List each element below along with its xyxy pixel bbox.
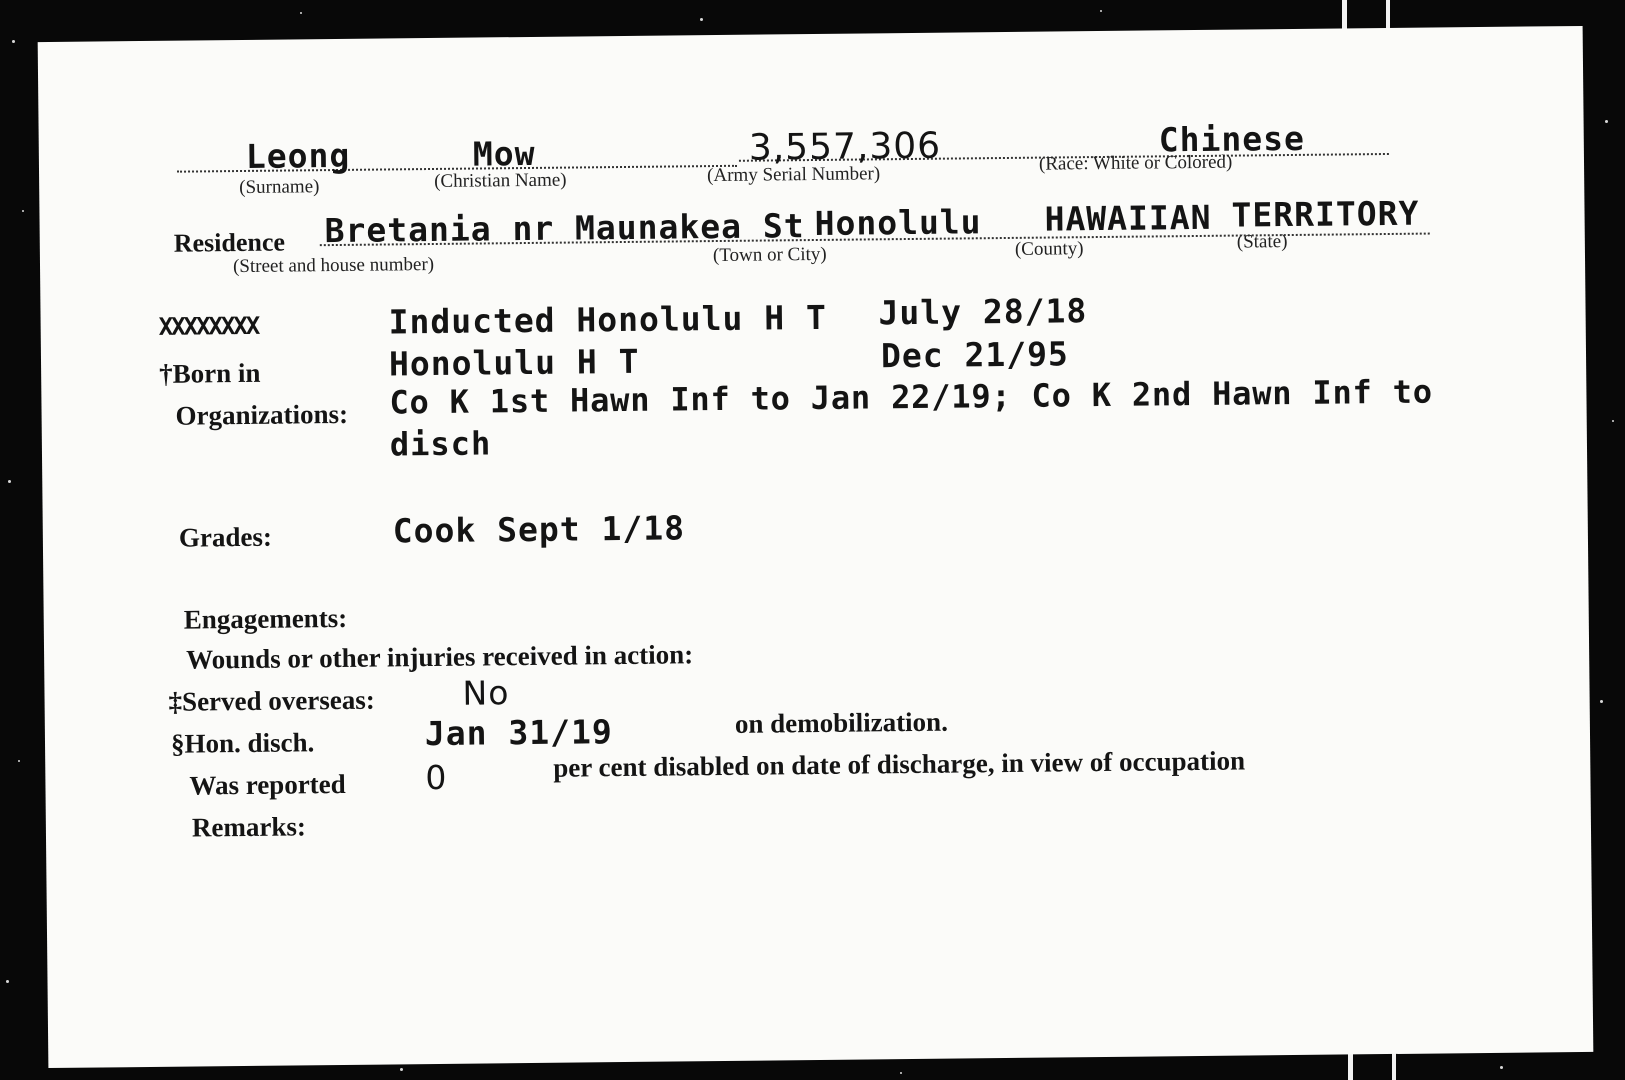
film-speck [18, 760, 20, 762]
served-overseas-label: ‡Served overseas: [168, 684, 375, 717]
inducted-value: Inducted Honolulu H T [388, 297, 828, 342]
grades-label: Grades: [178, 521, 273, 553]
town-caption: (Town or City) [712, 243, 827, 267]
residence-street-value: Bretania nr Maunakea St [324, 206, 805, 251]
wounds-label: Wounds or other injuries received in action: [185, 639, 694, 675]
race-caption: (Race: White or Colored) [1038, 151, 1233, 175]
organizations-line-1: Co K 1st Hawn Inf to Jan 22/19; Co K 2nd Hawn Inf to [389, 372, 1434, 422]
film-speck [6, 980, 9, 983]
film-speck [1100, 10, 1102, 12]
film-speck [1612, 420, 1614, 422]
film-strip [1342, 0, 1347, 32]
hon-disch-date-value: Jan 31/19 [424, 712, 613, 754]
surname-value: Leong [245, 135, 351, 176]
born-place-value: Honolulu H T [388, 341, 640, 384]
engagements-label: Engagements: [183, 602, 348, 635]
film-strip [1348, 1050, 1353, 1080]
state-caption: (State) [1236, 231, 1288, 253]
race-value: Chinese [1158, 118, 1306, 160]
street-caption: (Street and house number) [232, 253, 435, 278]
film-strip [1392, 1050, 1396, 1080]
residence-county-value: HAWAIIAN [1044, 197, 1212, 239]
inducted-date-value: July 28/18 [878, 291, 1088, 333]
was-reported-label: Was reported [189, 768, 346, 801]
residence-town-value: Honolulu [814, 202, 982, 243]
army-serial-number-value: 3,557,306 [748, 125, 942, 169]
residence-label: Residence [173, 227, 286, 258]
christian-name-caption: (Christian Name) [434, 169, 567, 192]
hon-disch-reason: on demobilization. [734, 706, 949, 739]
film-speck [12, 40, 15, 43]
remarks-label: Remarks: [191, 811, 307, 843]
organizations-label: Organizations: [175, 398, 349, 431]
film-speck [700, 18, 703, 21]
residence-state-value: TERRITORY [1231, 193, 1420, 235]
percent-disabled-value: 0 [425, 757, 448, 798]
born-in-label: †Born in [158, 357, 261, 389]
film-speck [1500, 1066, 1503, 1069]
film-speck [900, 1072, 902, 1074]
film-speck [300, 12, 302, 14]
film-speck [1600, 700, 1603, 703]
percent-disabled-text: per cent disabled on date of discharge, in view of occupation [553, 745, 1246, 783]
film-speck [1605, 120, 1608, 123]
organizations-line-2: disch [389, 424, 492, 464]
service-record-card [38, 26, 1594, 1068]
hon-disch-label: §Hon. disch. [170, 727, 315, 759]
served-overseas-value: No [462, 673, 510, 713]
struck-out-label: XXXXXXXX [158, 311, 259, 341]
film-speck [8, 480, 11, 483]
born-date-value: Dec 21/95 [880, 334, 1070, 376]
christian-name-value: Mow [472, 133, 536, 174]
county-caption: (County) [1014, 238, 1084, 260]
film-speck [400, 1068, 403, 1071]
surname-caption: (Surname) [239, 176, 320, 199]
grades-value: Cook Sept 1/18 [392, 508, 686, 551]
film-speck [22, 210, 24, 212]
serial-caption: (Army Serial Number) [706, 163, 881, 187]
